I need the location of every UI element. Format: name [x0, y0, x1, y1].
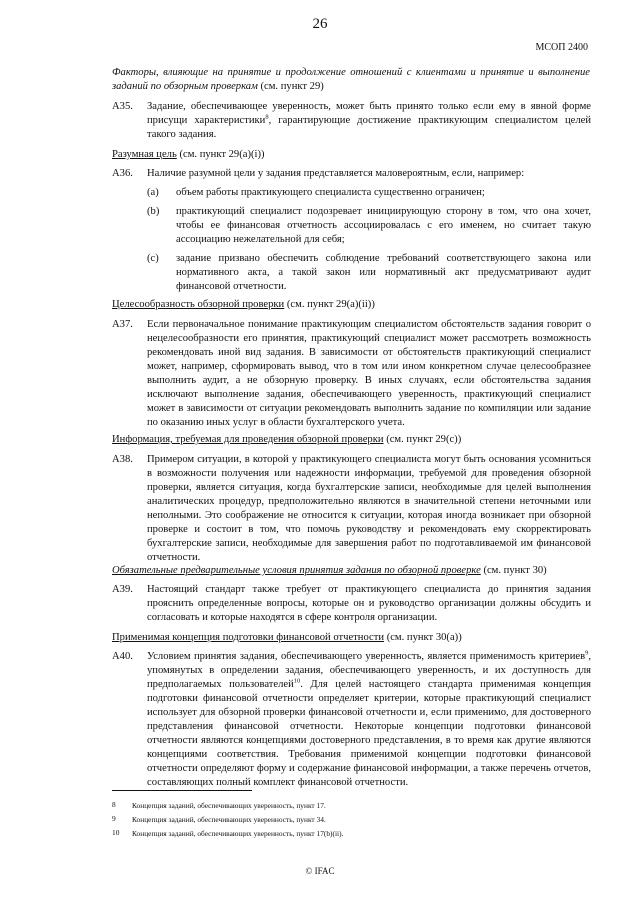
paragraph-a39: Настоящий стандарт также требует от практикующего специалиста до принятия задания прояснить определенные вопросы, которые он и руководство организации должны обсудить и согласовать и которые находятся в сфере контроля организации. [147, 584, 591, 623]
list-label: (a) [147, 187, 159, 198]
list-item: объем работы практикующего специалиста существенно ограничен; [176, 187, 485, 198]
footnote-ref: 8 [265, 113, 269, 121]
standard-code: МСОП 2400 [535, 42, 588, 53]
section-title: Обязательные предварительные условия принятия задания по обзорной проверке [112, 565, 481, 576]
section-ref: (см. пункт 30(a)) [386, 632, 462, 643]
page-number: 26 [312, 16, 328, 32]
paragraph-number: A36. [112, 168, 133, 179]
paragraph-a35 [147, 100, 591, 142]
section-title: Применимая концепция подготовки финансовой отчетности [112, 632, 385, 643]
footnote-ref: 10 [293, 677, 301, 685]
footnote-number: 10 [112, 828, 120, 837]
section-heading [112, 631, 462, 645]
list-label: (b) [147, 206, 160, 217]
paragraph-a37: Если первоначальное понимание практикующим специалистом обстоятельств задания говорит о нецелесообразности его принятия, практикующий специалист может рассмотреть возможность рекомендовать иной вид задания. В зависимости от обстоятельств практикующий специалист может, например, сформировать вывод, что в том или ином конкретном случае целесообразнее выполнить аудит, а не обзорную проверку. В иных случаях, если обстоятельства задания исключают выполнение задания, обеспечивающего уверенность, практикующий специалист может в зависимости от ситуации рекомендовать выполнить задание по компиляции или задание по оказанию иных услуг в области бухгалтерского учета. [147, 319, 591, 428]
section-heading [112, 298, 375, 312]
paragraph-a36: Наличие разумной цели у задания представляется маловероятным, если, например: [147, 168, 525, 179]
paragraph-number: A37. [112, 319, 133, 330]
page-footer: © IFAC [305, 866, 335, 876]
footnote-ref: 9 [585, 649, 589, 657]
paragraph-number: A38. [112, 454, 133, 465]
section-title: Целесообразность обзорной проверки [112, 299, 285, 310]
section-heading [112, 564, 547, 578]
footnote-number: 8 [112, 800, 116, 809]
section-heading [112, 433, 461, 447]
section-ref: (см. пункт 29(a)(i)) [179, 149, 265, 160]
footnote-text: Концепция заданий, обеспечивающих уверенность, пункт 17. [132, 801, 326, 810]
section-ref: (см. пункт 29(a)(ii)) [286, 299, 375, 310]
section-ref: (см. пункт 29(c)) [386, 434, 462, 445]
a40-text-end: . Для целей настоящего стандарта применимая концепция подготовки финансовой отчетности определяет критерии, которые практикующий специалист использует для обзорной проверки финансовой отчетности и, если применимо, для достоверного представления финансовой отчетности. Некоторые концепции подготовки финансовой отчетности являются концепциями достоверного представления, в то время как другие являются концепциями соответствия. Требования применимой концепции подготовки финансовой отчетности определяют форму и содержание финансовой информации, а также перечень отчетов, составляющих полный комплект финансовой отчетности. [147, 679, 591, 788]
section-ref: (см. пункт 30) [483, 565, 547, 576]
list-item: практикующий специалист подозревает инициирующую сторону в том, что она хочет, чтобы ее финансовая отчетность ассоциировалась с его именем, но считает такую ассоциацию нежелательной для себя; [176, 206, 591, 245]
paragraph-number: A39. [112, 584, 133, 595]
footnote-divider [112, 790, 252, 791]
list-label: (c) [147, 253, 159, 264]
a40-text-mid: , упомянутых в определении задания, обеспечивающего уверенность, и их доступность для предполагаемых пользователей [147, 651, 591, 690]
footnote-text: Концепция заданий, обеспечивающих уверенность, пункт 34. [132, 815, 326, 824]
a35-text-end: , гарантирующие достижение практикующим специалистом целей такого задания. [147, 115, 591, 140]
section-title: Разумная цель [112, 149, 177, 160]
list-item: задание призвано обеспечить соблюдение требований соответствующего закона или нормативного акта, а такой закон или нормативный акт предусматривают аудит финансовой отчетности. [176, 253, 591, 292]
intro-heading-ref: (см. пункт 29) [260, 81, 324, 92]
section-heading [112, 148, 265, 162]
paragraph-number: A40. [112, 651, 133, 662]
section-title: Информация, требуемая для проведения обзорной проверки [112, 434, 384, 445]
footnote-text: Концепция заданий, обеспечивающих уверенность, пункт 17(b)(ii). [132, 829, 344, 838]
intro-heading-text: Факторы, влияющие на принятие и продолжение отношений с клиентами и принятие и выполнение заданий по обзорным проверкам [112, 67, 590, 92]
paragraph-a40 [147, 650, 591, 790]
footnote-number: 9 [112, 814, 116, 823]
a40-text: Условием принятия задания, обеспечивающего уверенность, является применимость критериев [147, 651, 586, 662]
a35-text: Задание, обеспечивающее уверенность, может быть принято только если ему в явной форме присущи характеристики [147, 101, 591, 126]
paragraph-number: A35. [112, 101, 133, 112]
paragraph-a38: Примером ситуации, в которой у практикующего специалиста могут быть основания усомниться в возможности получения или надежности информации, требуемой для проведения обзорной проверки, является ситуация, когда бухгалтерские записи, необходимые для целей выполнения аналитических процедур, предположительно являются в значительной степени неточными или неполными. Это соображение не относится к ситуации, которая иногда возникает при обзорной проверке и состоит в том, что помочь руководству и рекомендовать ему скорректировать бухгалтерские записи, необходимые для завершения работ по подготавливаемой им финансовой отчетности. [147, 454, 591, 563]
intro-heading [112, 66, 590, 94]
